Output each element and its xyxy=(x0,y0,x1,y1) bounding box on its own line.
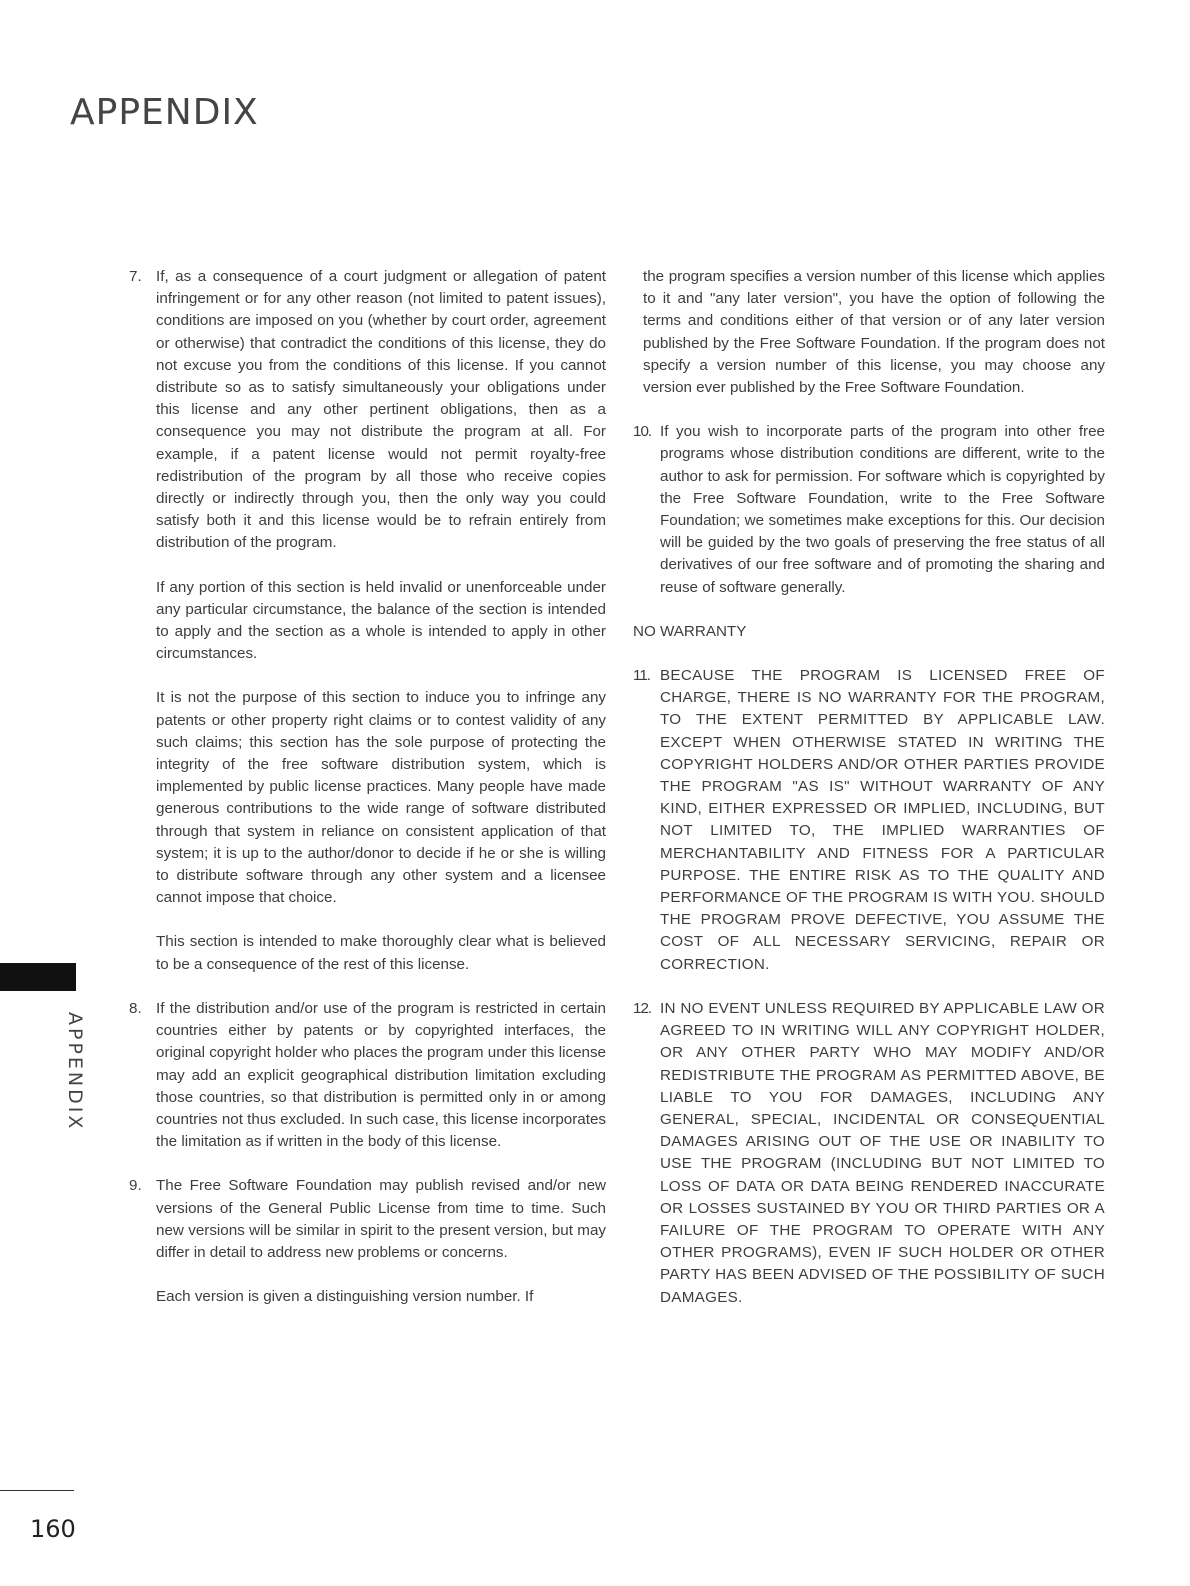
item-number: 7. xyxy=(129,268,142,285)
item-number: 8. xyxy=(129,999,142,1017)
list-item-10 xyxy=(633,421,1105,599)
paragraph: the program specifies a version number of this license which applies to it and "any later version", you have the option of following the terms and conditions either of that version or of any later version published by the Free Software Foundation. If the program does not specify a version number of this license, you may choose any version ever published by the Free Software Foundation. xyxy=(643,268,1105,397)
page-title: APPENDIX xyxy=(70,92,259,133)
side-tab-marker xyxy=(0,963,76,991)
item-body xyxy=(156,266,606,976)
paragraph: If, as a consequence of a court judgment or allegation of patent infringement or for any other reason (not limited to patent issues), conditions are imposed on you (whether by court order, agreement or otherwise) that contradict the conditions of this license, they do not excuse you from the conditions of this license. If you cannot distribute so as to satisfy simultaneously your obligations under this license and any other pertinent obligations, then as a consequence you may not distribute the program at all. For example, if a patent license would not permit royalty-free redistribution of the program by all those who receive copies directly or indirectly through you, then the only way you could satisfy both it and this license would be to refrain entirely from distribution of the program. xyxy=(156,268,606,552)
list-item-9 xyxy=(129,1175,606,1264)
right-column xyxy=(633,266,1105,1331)
item-body: The Free Software Foundation may publish revised and/or new versions of the General Public License from time to time. Such new versions will be similar in spirit to the present version, but may differ in detail to address new problems or concerns. xyxy=(156,1177,606,1261)
paragraph: If any portion of this section is held invalid or unenforceable under any particular circumstance, the balance of the section is intended to apply and the section as a whole is intended to apply in other circumstances. xyxy=(156,578,606,663)
list-item-8 xyxy=(129,998,606,1153)
footer-rule xyxy=(0,1490,74,1491)
item-body: BECAUSE THE PROGRAM IS LICENSED FREE OF CHARGE, THERE IS NO WARRANTY FOR THE PROGRAM, TO THE EXTENT PERMITTED BY APPLICABLE LAW. EXCEPT WHEN OTHERWISE STATED IN WRITING THE COPYRIGHT HOLDERS AND/OR OTHER PARTIES PROVIDE THE PROGRAM "AS IS" WITHOUT WARRANTY OF ANY KIND, EITHER EXPRESSED OR IMPLIED, INCLUDING, BUT NOT LIMITED TO, THE IMPLIED WARRANTIES OF MERCHANTABILITY AND FITNESS FOR A PARTICULAR PURPOSE. THE ENTIRE RISK AS TO THE QUALITY AND PERFORMANCE OF THE PROGRAM IS WITH YOU. SHOULD THE PROGRAM PROVE DEFECTIVE, YOU ASSUME THE COST OF ALL NECESSARY SERVICING, REPAIR OR CORRECTION. xyxy=(660,667,1105,973)
side-tab-label: APPENDIX xyxy=(64,1012,86,1132)
list-item-11 xyxy=(633,665,1105,976)
item-body: If you wish to incorporate parts of the program into other free programs whose distribution conditions are different, write to the author to ask for permission. For software which is copyrighted by the Free Software Foundation, write to the Free Software Foundation; we sometimes make exceptions for this. Our decision will be guided by the two goals of preserving the free status of all derivatives of our free software and of promoting the sharing and reuse of software generally. xyxy=(660,423,1105,596)
item-number: 11. xyxy=(633,667,650,685)
section-heading: NO WARRANTY xyxy=(633,622,747,640)
item-number: 10. xyxy=(633,423,652,441)
item-number: 12. xyxy=(633,999,652,1017)
page-number: 160 xyxy=(30,1515,76,1543)
item-number: 9. xyxy=(129,1177,142,1195)
item-body: IN NO EVENT UNLESS REQUIRED BY APPLICABLE LAW OR AGREED TO IN WRITING WILL ANY COPYRIGHT HOLDER, OR ANY OTHER PARTY WHO MAY MODIFY AND/OR REDISTRIBUTE THE PROGRAM AS PERMITTED ABOVE, BE LIABLE TO YOU FOR DAMAGES, INCLUDING ANY GENERAL, SPECIAL, INCIDENTAL OR CONSEQUENTIAL DAMAGES ARISING OUT OF THE USE OR INABILITY TO USE THE PROGRAM (INCLUDING BUT NOT LIMITED TO LOSS OF DATA OR DATA BEING RENDERED INACCURATE OR LOSSES SUSTAINED BY YOU OR THIRD PARTIES OR A FAILURE OF THE PROGRAM TO OPERATE WITH ANY OTHER PROGRAMS), EVEN IF SUCH HOLDER OR OTHER PARTY HAS BEEN ADVISED OF THE POSSIBILITY OF SUCH DAMAGES. xyxy=(660,999,1105,1306)
paragraph: It is not the purpose of this section to induce you to infringe any patents or other property right claims or to contest validity of any such claims; this section has the sole purpose of protecting the integrity of the free software distribution system, which is implemented by public license practices. Many people have made generous contributions to the wide range of software distributed through that system in reliance on consistent application of that system; it is up to the author/donor to decide if he or she is willing to distribute software through any other system and a licensee cannot impose that choice. xyxy=(156,689,606,907)
item-body: If the distribution and/or use of the program is restricted in certain countries either by patents or by copyrighted interfaces, the original copyright holder who places the program under this license may add an explicit geographical distribution limitation excluding those countries, so that distribution is permitted only in or among countries not thus excluded. In such case, this license incorporates the limitation as if written in the body of this license. xyxy=(156,999,606,1151)
paragraph: Each version is given a distinguishing version number. If xyxy=(156,1288,534,1306)
paragraph: This section is intended to make thoroughly clear what is believed to be a consequence of the rest of this license. xyxy=(156,933,606,973)
list-item-7 xyxy=(129,266,606,976)
list-item-12 xyxy=(633,998,1105,1309)
left-column xyxy=(129,266,606,1330)
